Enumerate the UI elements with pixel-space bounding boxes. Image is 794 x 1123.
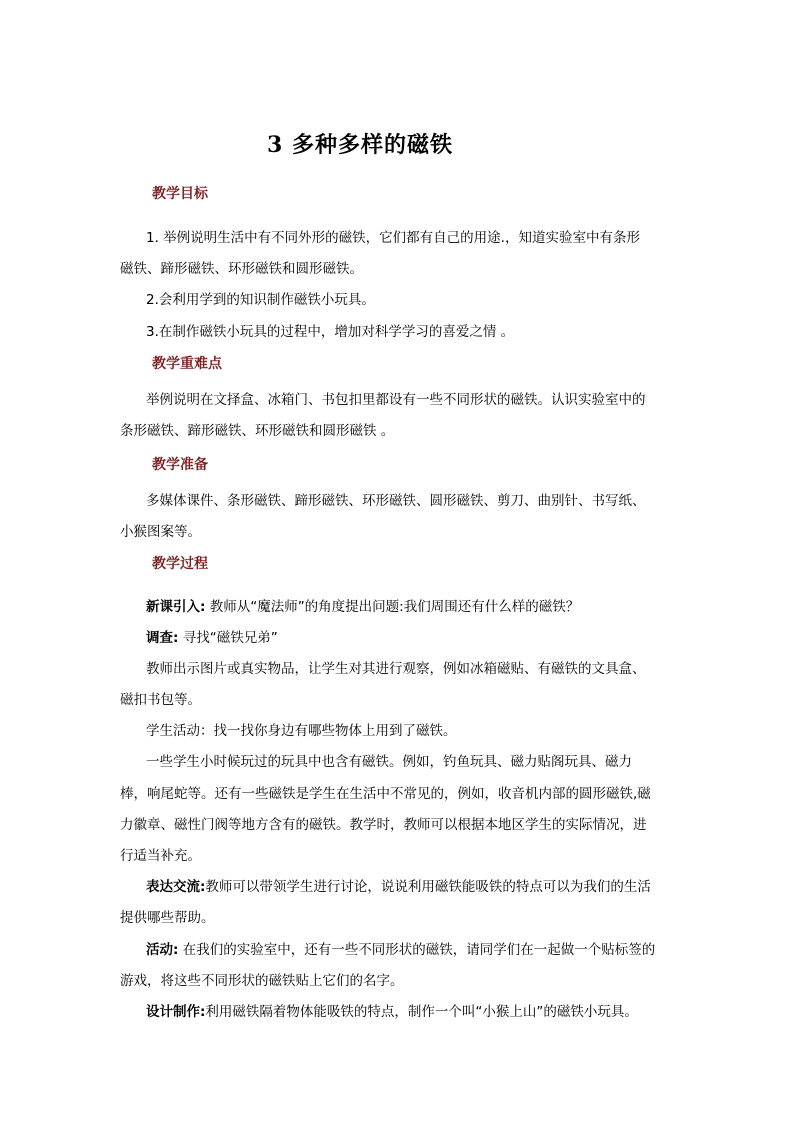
- heading-process: 教学过程: [152, 556, 208, 572]
- activity-paragraph-line-1: [146, 940, 655, 960]
- express-paragraph-line-2: 提供哪些帮助。: [120, 910, 215, 926]
- survey-text: 寻找“磁铁兄弟”: [178, 630, 278, 646]
- design-label: 设计制作:: [146, 1004, 206, 1020]
- key-points-line-1: 举例说明在文择盒、冰箱门、书包扣里都设有一些不同形状的磁铁。认识实验室中的: [146, 392, 646, 408]
- heading-key-points: 教学重难点: [152, 356, 222, 372]
- goal-1-line-1: 1. 举例说明生活中有不同外形的磁铁，它们都有自己的用途.，知道实验室中有条形: [146, 230, 640, 246]
- heading-goals: 教学目标: [152, 186, 208, 202]
- activity-label: 活动:: [146, 942, 179, 958]
- express-label: 表达交流:: [146, 879, 206, 895]
- p3-line-1: 一些学生小时候玩过的玩具中也含有磁铁。例如，钓鱼玩具、磁力贴阁玩具、磁力: [146, 754, 632, 770]
- page-title: 3 多种多样的磁铁: [267, 132, 453, 158]
- goal-3: 3.在制作磁铁小玩具的过程中，增加对科学学习的喜爱之情 。: [146, 324, 515, 340]
- p3-line-3: 力徽章、磁性门阀等地方含有的磁铁。教学时，教师可以根据本地区学生的实际情况，进: [120, 817, 647, 833]
- design-text: 利用磁铁隔着物体能吸铁的特点，制作一个叫“小猴上山”的磁铁小玩具。: [205, 1004, 638, 1020]
- intro-paragraph: [146, 597, 579, 617]
- design-paragraph: [146, 1002, 638, 1022]
- goal-1-line-2: 磁铁、蹄形磁铁、环形磁铁和圆形磁铁。: [120, 261, 363, 277]
- goal-2: 2.会利用学到的知识制作磁铁小玩具。: [146, 292, 375, 308]
- intro-label: 新课引入:: [146, 599, 206, 615]
- p1-line-2: 磁扣书包等。: [120, 692, 201, 708]
- activity-paragraph-line-2: 游戏，将这些不同形状的磁铁贴上它们的名字。: [120, 973, 404, 989]
- survey-paragraph: [146, 628, 278, 648]
- express-text-1: 教师可以带领学生进行讨论，说说利用磁铁能吸铁的特点可以为我们的生活: [205, 879, 651, 895]
- p3-line-4: 行适当补充。: [120, 848, 201, 864]
- preparation-line-1: 多媒体课件、条形磁铁、蹄形磁铁、环形磁铁、圆形磁铁、剪刀、曲别针、书写纸、: [146, 493, 646, 509]
- preparation-line-2: 小猴图案等。: [120, 524, 201, 540]
- survey-label: 调查:: [146, 630, 179, 646]
- p2: 学生活动：找一找你身边有哪些物体上用到了磁铁。: [146, 723, 457, 739]
- p3-line-2: 棒，响尾蛇等。还有一些磁铁是学生在生活中不常见的，例如，收音机内部的圆形磁铁,磁: [120, 786, 651, 802]
- p1-line-1: 教师出示图片或真实物品，让学生对其进行观察，例如冰箱磁贴、有磁铁的文具盒、: [146, 661, 646, 677]
- intro-text: 教师从“魔法师”的角度提出问题:我们周围还有什么样的磁铁？: [205, 599, 580, 615]
- activity-text-1: 在我们的实验室中，还有一些不同形状的磁铁，请同学们在一起做一个贴标签的: [178, 942, 656, 958]
- express-paragraph-line-1: [146, 877, 651, 897]
- heading-preparation: 教学准备: [152, 457, 208, 473]
- key-points-line-2: 条形磁铁、蹄形磁铁、环形磁铁和圆形磁铁 。: [120, 423, 395, 439]
